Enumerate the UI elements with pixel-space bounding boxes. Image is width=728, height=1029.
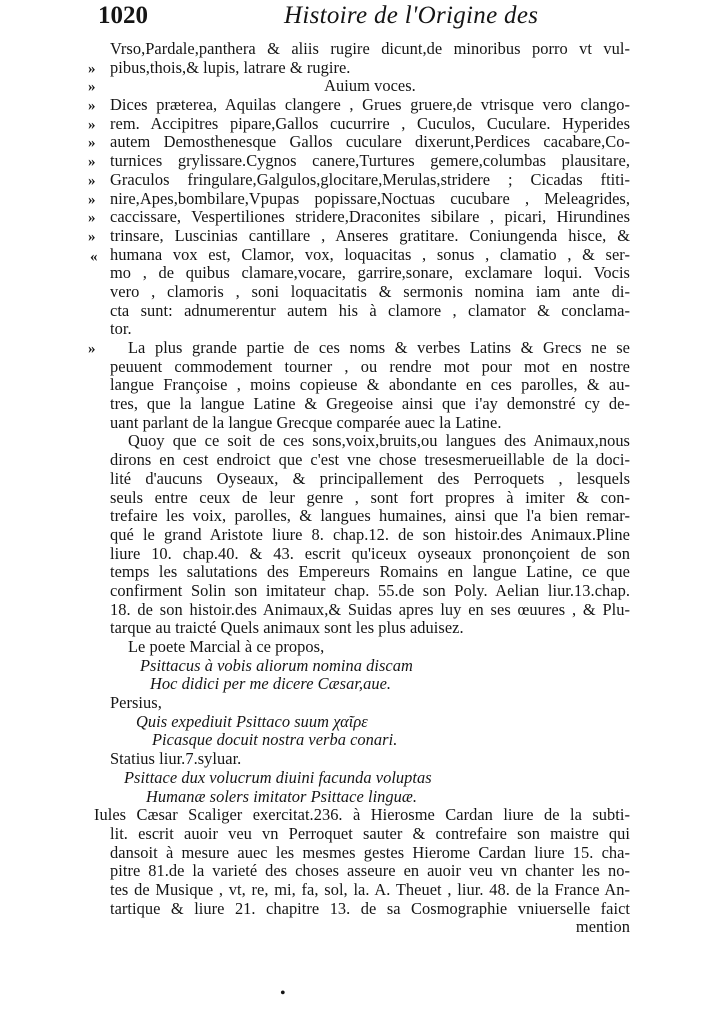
text-line xyxy=(110,750,630,769)
quote-mark: » xyxy=(88,135,95,152)
line-text: tarque au traicté Quels animaux sont les plus aduisez. xyxy=(110,618,464,638)
text-line xyxy=(110,526,630,545)
line-text: tartique & liure 21. chapitre 13. de sa Cosmographie vniuerselle faict xyxy=(110,898,630,918)
quote-mark: » xyxy=(88,79,95,96)
line-text: Vrso,Pardale,panthera & aliis rugire dicunt,de minoribus porro vt vul- xyxy=(110,39,630,58)
text-line xyxy=(110,264,630,283)
line-text: Picasque docuit nostra verba conari. xyxy=(152,730,398,750)
line-text: caccissare, Vespertiliones stridere,Draconites sibilare , picari, Hirundines xyxy=(110,207,630,227)
text-line xyxy=(110,358,630,377)
line-text: rem. Accipitres pipare,Gallos cucurrire , Cuculos, Cuculare. Hyperides xyxy=(110,113,630,133)
text-line xyxy=(88,225,630,246)
page-number: 1020 xyxy=(98,2,148,29)
text-line xyxy=(110,900,630,919)
line-text: dirons en cest endroict que c'est vne chose tresesmerueillable de la doci- xyxy=(110,450,630,470)
page-header xyxy=(98,2,628,36)
text-line xyxy=(110,619,630,638)
line-text: Psittace dux volucrum diuini facunda voluptas xyxy=(124,767,432,787)
text-line xyxy=(110,657,630,676)
line-text: Dices præterea, Aquilas clangere , Grues gruere,de vtrisque vero clango- xyxy=(110,95,630,115)
line-text: pibus,thois,& lupis, latrare & rugire. xyxy=(110,57,351,77)
text-line xyxy=(110,638,630,657)
text-line xyxy=(110,769,630,788)
line-text: Quoy que ce soit de ces sons,voix,bruits,ou langues des Animaux,nous xyxy=(128,431,630,451)
line-text: Quis expediuit Psittaco suum χαῖρε xyxy=(136,711,368,731)
text-line xyxy=(88,338,630,358)
text-line xyxy=(110,451,630,470)
line-text: tes de Musique , vt, re, mi, fa, sol, la. A. Theuet , liur. 48. de la France An- xyxy=(110,879,630,899)
text-line xyxy=(88,132,630,152)
body-text xyxy=(88,39,630,937)
text-line xyxy=(110,320,630,339)
footer-mark: • xyxy=(280,985,286,1002)
quote-mark: » xyxy=(88,172,95,189)
line-text: peuuent commodement tourner , ou rendre mot pour mot en nostre xyxy=(110,356,630,376)
text-line xyxy=(110,545,630,564)
quote-mark: » xyxy=(88,191,95,208)
line-text: Persius, xyxy=(110,693,162,713)
line-text: langue Françoise , moins copieuse & abondante en ces parolles, & au- xyxy=(110,375,630,395)
line-text: uant parlant de la langue Grecque comparée auec la Latine. xyxy=(110,412,502,432)
line-text: trinsare, Luscinias cantillare , Anseres gratitare. Coniungenda hisce, & xyxy=(110,225,630,245)
text-line xyxy=(110,862,630,881)
text-line xyxy=(110,470,630,489)
text-line xyxy=(88,57,630,78)
text-line xyxy=(88,207,630,227)
text-line xyxy=(110,395,630,414)
text-line xyxy=(110,582,630,601)
line-text: autem Demosthenesque Gallos cuculare dixerunt,Perdices cacabare,Co- xyxy=(110,132,630,152)
text-line xyxy=(88,113,630,134)
text-line xyxy=(110,788,630,807)
text-line xyxy=(110,414,630,433)
line-text: pitre 81.de la varieté des choses asseure en auoir veu vn chanter les no- xyxy=(110,861,630,881)
quote-mark: » xyxy=(88,60,95,77)
text-line xyxy=(110,40,630,59)
text-line xyxy=(110,713,630,732)
line-text: mo , de quibus clamare,vocare, garrire,sonare, exclamare loqui. Vocis xyxy=(110,263,630,283)
line-text: tor. xyxy=(110,319,132,339)
text-line xyxy=(110,918,630,937)
quote-mark: » xyxy=(88,341,95,357)
line-text: La plus grande partie de ces noms & verbes Latins & Grecs ne se xyxy=(128,338,630,357)
text-line xyxy=(90,244,630,265)
quote-mark: » xyxy=(88,154,95,171)
quote-mark: » xyxy=(88,210,95,227)
text-line xyxy=(88,169,630,190)
quote-mark: « xyxy=(90,248,97,265)
line-text: mention xyxy=(575,917,630,937)
text-line xyxy=(110,844,630,863)
running-title: Histoire de l'Origine des xyxy=(284,2,539,29)
line-text: trefaire les voix, parolles, & langues humaines, ainsi que l'a bien remar- xyxy=(110,506,630,526)
line-text: Iules Cæsar Scaliger exercitat.236. à Hierosme Cardan liure de la subti- xyxy=(94,805,630,825)
text-line xyxy=(110,376,630,395)
text-line xyxy=(110,507,630,526)
text-line xyxy=(88,151,630,171)
text-line xyxy=(110,489,630,508)
line-text: liure 10. chap.40. & 43. escrit qu'iceux oyseaux prononçoient de son xyxy=(110,543,630,563)
quote-mark: » xyxy=(88,228,95,245)
line-text: Humanæ solers imitator Psittace linguæ. xyxy=(146,786,418,806)
text-line xyxy=(94,806,630,825)
line-text: 18. de son histoir.des Animaux,& Suidas apres luy en ses œuures , & Plu- xyxy=(110,599,630,619)
text-line xyxy=(88,95,630,115)
text-line xyxy=(110,881,630,900)
line-text: cta sunt: adnumerentur autem his à clamore , clamator & conclama- xyxy=(110,300,630,320)
line-text: Psittacus à vobis aliorum nomina discam xyxy=(140,655,413,675)
line-text: confirment Solin son imitateur chap. 55.de son Poly. Aelian liur.13.chap. xyxy=(110,580,630,600)
text-line xyxy=(110,731,630,750)
line-text: temps les salutations des Empereurs Romains en langue Latine, ce que xyxy=(110,562,630,582)
line-text: seuls entre ceux de leur genre , sont fort propres à imiter & con- xyxy=(110,487,630,507)
line-text: qué le grand Aristote liure 8. chap.12. de son histoir.des Animaux.Pline xyxy=(110,524,630,544)
line-text: Auium voces. xyxy=(324,76,416,96)
text-line xyxy=(110,694,630,713)
text-line xyxy=(88,76,630,96)
line-text: vero , clamoris , soni loquacitatis & sermonis nomina iam ante di- xyxy=(110,281,630,301)
text-line xyxy=(88,188,630,209)
line-text: tres, que la langue Latine & Gregeoise ainsi que i'ay demonstré cy de- xyxy=(110,394,630,414)
text-line xyxy=(110,601,630,620)
text-line xyxy=(110,432,630,451)
line-text: Hoc didici per me dicere Cæsar,aue. xyxy=(150,674,392,694)
line-text: lité d'aucuns Oyseaux, & principallement des Perroquets , lesquels xyxy=(110,468,630,488)
text-line xyxy=(110,825,630,844)
line-text: turnices grylissare.Cygnos canere,Turtures gemere,columbas plausitare, xyxy=(110,151,630,171)
line-text: Graculos fringulare,Galgulos,glocitare,Merulas,stridere ; Cicadas ftiti- xyxy=(110,169,630,189)
line-text: Statius liur.7.syluar. xyxy=(110,749,242,769)
line-text: nire,Apes,bombilare,Vpupas popissare,Noctuas cucubare , Meleagrides, xyxy=(110,188,630,208)
line-text: lit. escrit auoir veu vn Perroquet sauter & contrefaire son maistre qui xyxy=(110,823,630,843)
line-text: dansoit à mesure auec les mesmes gestes Hierome Cardan liure 15. cha- xyxy=(110,842,630,862)
quote-mark: » xyxy=(88,116,95,133)
quote-mark: » xyxy=(88,98,95,115)
line-text: Le poete Marcial à ce propos, xyxy=(128,637,325,656)
text-line xyxy=(110,283,630,302)
text-line xyxy=(110,302,630,321)
line-text: humana vox est, Clamor, vox, loquacitas , sonus , clamatio , & ser- xyxy=(110,244,630,264)
text-line xyxy=(110,563,630,582)
text-line xyxy=(110,675,630,694)
